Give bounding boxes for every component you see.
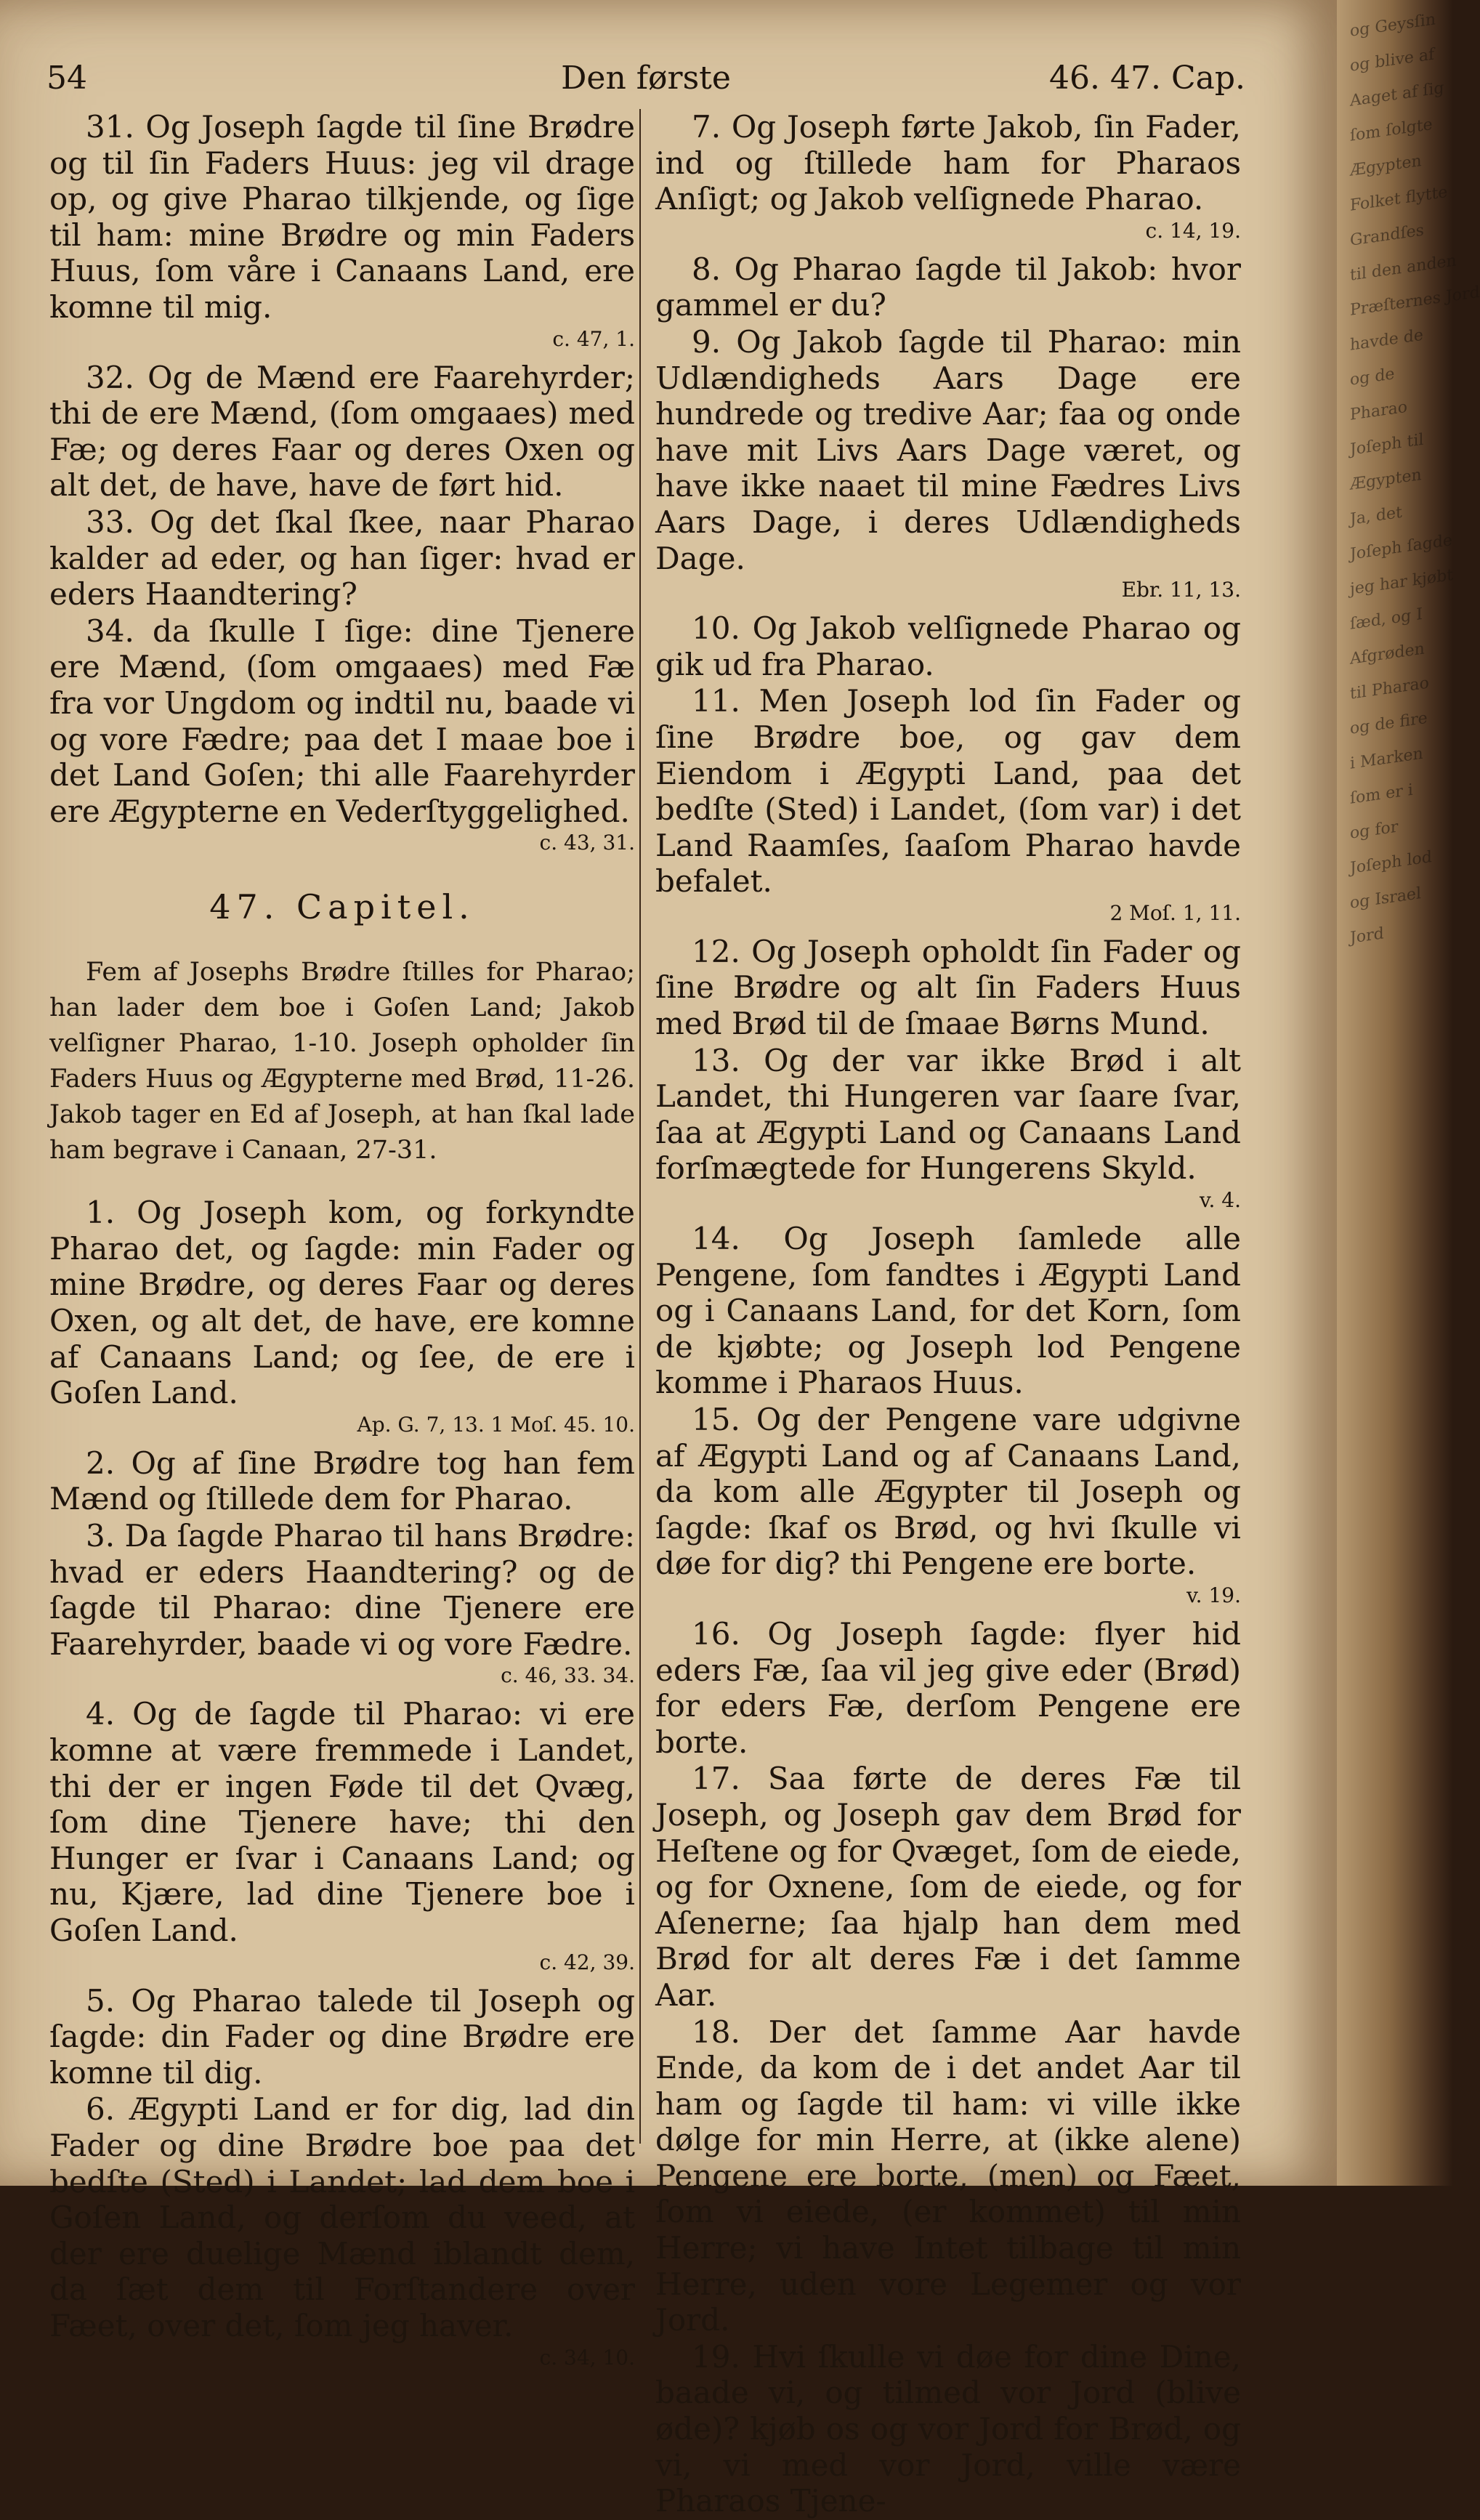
verse-text: 3. Da ſagde Pharao til hans Brødre: hvad er eders Haandtering? og de ſagde til Pharao: dine Tjenere ere Faarehyrder, baade vi og vore Fædre. (49, 1518, 635, 1662)
verse (49, 1195, 635, 1411)
facing-page-edge (1337, 0, 1480, 2186)
edge-text-fragment: Præſternes Jord (1350, 283, 1480, 320)
verse-text: 16. Og Joseph ſagde: flyer hid eders Fæ, ſaa vil jeg give eder (Brød) for eders Fæ, derſom Pengene ere borte. (655, 1615, 1241, 1760)
edge-text-fragment: og Israel (1350, 884, 1421, 913)
verse-text: 14. Og Joseph ſamlede alle Pengene, ſom fandtes i Ægypti Land og i Canaans Land, for det Korn, ſom de kjøbte; og Joseph lod Pengene komme i Pharaos Huus. (655, 1221, 1241, 1401)
verse-text: 17. Saa førte de deres Fæ til Joseph, og Joseph gav dem Brød for Heſtene og for Qvæget, ſom de eiede, og for Oxnene, ſom de eiede, og for Aſenerne; ſaa hjalp han dem med Brød for alt deres Fæ i det ſamme Aar. (655, 1761, 1241, 2013)
left-column (49, 109, 635, 2378)
edge-text-fragment: til den anden (1350, 251, 1457, 285)
verse-text: 4. Og de ſagde til Pharao: vi ere komne at være fremmede i Landet, thi der er ingen Føde til det Qvæg, ſom dine Tjenere have; thi den Hunger er ſvar i Canaans Land; og nu, Kjære, lad dine Tjenere boe i Goſen Land. (49, 1696, 635, 1948)
header-chapter-ref: 46. 47. Cap. (1049, 60, 1245, 97)
cross-reference: c. 46, 33. 34. (501, 1663, 635, 1688)
verse-text: 11. Men Joseph lod ſin Fader og ſine Brødre boe, og gav dem Eiendom i Ægypti Land, paa det bedſte (Sted) i Landet, (ſom var) i det Land Raamſes, ſaaſom Pharao havde befalet. (655, 683, 1241, 900)
header-title: Den første (561, 60, 731, 97)
verse (49, 1445, 635, 1517)
cross-reference: c. 34, 10. (539, 2345, 635, 2370)
verse-text: 12. Og Joseph opholdt ſin Fader og ſine Brødre og alt ſin Faders Huus med Brød til de ſmaae Børns Mund. (655, 933, 1241, 1042)
verse (655, 2014, 1241, 2338)
verse-text: 18. Der det ſamme Aar havde Ende, da kom de i det andet Aar til ham og ſagde til ham: vi ville ikke dølge for min Herre, at (ikke alene) Pengene ere borte, (men) og Fæet, ſom vi eiede, (er kommet) til min Herre; vi have Intet tilbage til min Herre, uden vore Legemer og vor Jord. (655, 2014, 1241, 2338)
cross-reference: 2 Moſ. 1, 11. (1109, 900, 1241, 925)
verse-text: 1. Og Joseph kom, og forkyndte Pharao det, og ſagde: min Fader og mine Brødre, og deres Faar og deres Oxen, og alt det, de have, ere komne af Canaans Land; og ſee, de ere i Goſen Land. (49, 1195, 635, 1411)
verse (49, 109, 635, 326)
verse (655, 1616, 1241, 1760)
verse (655, 1043, 1241, 1187)
verse-text: 34. da ſkulle I ſige: dine Tjenere ere Mænd, (ſom omgaaes) med Fæ fra vor Ungdom og indtil nu, baade vi og vore Fædre; paa det I maae boe i det Land Goſen; thi alle Faarehyrder ere Ægypterne en Vederſtyggelighed. (49, 613, 635, 829)
edge-text-fragment: jeg har kjøbt (1350, 565, 1454, 599)
verse (49, 613, 635, 830)
verse (49, 2091, 635, 2343)
running-header (46, 57, 1245, 100)
chapter-title: 47. Capitel. (209, 887, 475, 927)
edge-text-fragment: ſæd, og I (1350, 605, 1423, 634)
edge-text-fragment: og de (1350, 365, 1395, 389)
edge-text-fragment: Ja, det (1350, 503, 1402, 529)
edge-text-fragment: Afgrøden (1350, 639, 1425, 669)
verse (49, 1696, 635, 1948)
cross-reference: c. 42, 39. (539, 1950, 635, 1974)
edge-text-fragment: og de fire (1350, 708, 1428, 738)
verse-text: 13. Og der var ikke Brød i alt Landet, thi Hungeren var ſaare ſvar, ſaa at Ægypti Land og Canaans Land forſmægtede for Hungerens Skyld. (655, 1042, 1241, 1187)
verse (655, 934, 1241, 1042)
verse (49, 1983, 635, 2091)
edge-text-fragment: Pharao (1350, 397, 1407, 424)
cross-reference: v. 19. (1186, 1583, 1241, 1607)
edge-text-fragment: og for (1350, 817, 1399, 843)
verse-text: 32. Og de Mænd ere Faarehyrder; thi de ere Mænd, (ſom omgaaes) med Fæ; og deres Faar og deres Oxen og alt det, de have, have de ført hid. (49, 359, 635, 504)
edge-text-fragment: Jord (1350, 924, 1384, 948)
verse (49, 504, 635, 613)
edge-text-fragment: ſom ſolgte (1350, 115, 1433, 145)
page-number: 54 (46, 60, 87, 97)
edge-text-fragment: og blive af (1350, 45, 1435, 76)
verse-text: 5. Og Pharao talede til Joseph og ſagde: din Fader og dine Brødre ere komne til dig. (49, 1982, 635, 2091)
cross-reference: Ap. G. 7, 13. 1 Moſ. 45. 10. (357, 1412, 635, 1437)
verse (655, 1761, 1241, 2013)
verse-text: 7. Og Joseph førte Jakob, ſin Fader, ind og ſtillede ham for Pharaos Anſigt; og Jakob velſignede Pharao. (655, 109, 1241, 217)
edge-text-fragment: i Marken (1350, 744, 1423, 773)
verse (655, 109, 1241, 217)
edge-text-fragment: Ægypten (1350, 465, 1422, 494)
edge-text-fragment: Joſeph lod (1350, 847, 1432, 878)
edge-text-fragment: ſom er i (1350, 780, 1413, 808)
edge-text-fragment: havde de (1350, 326, 1423, 355)
edge-text-fragment: til Pharao (1350, 674, 1429, 703)
cross-reference: v. 4. (1199, 1188, 1241, 1213)
chapter-summary: Fem af Josephs Brødre ſtilles for Pharao; han lader dem boe i Goſen Land; Jakob velſigner Pharao, 1-10. Joseph opholder ſin Faders Huus og Ægypterne med Brød, 11-26. Jakob tager en Ed af Joseph, at han ſkal lade ham begrave i Canaan, 27-31. (49, 958, 635, 1166)
verse (49, 1518, 635, 1662)
verse-text: 19. Hvi ſkulle vi døe for dine Dine, baade vi, og tilmed vor Jord (blive øde)? kjøb os og vor Jord for Brød, og vi, vi med vor Jord, ville være Pharaos Tjene- (655, 2338, 1241, 2519)
edge-text-fragment: Aaget af ſig (1350, 78, 1444, 110)
verse-text: 31. Og Joseph ſagde til ſine Brødre og til ſin Faders Huus: jeg vil drage op, og give Pharao tilkjende, og ſige til ham: mine Brødre og min Faders Huus, ſom våre i Canaans Land, ere komne til mig. (49, 109, 635, 325)
verse-text: 33. Og det ſkal ſkee, naar Pharao kalder ad eder, og han ſiger: hvad er eders Haandtering? (49, 504, 635, 613)
cross-reference: Ebr. 11, 13. (1121, 578, 1241, 602)
verse-text: 2. Og af ſine Brødre tog han fem Mænd og ſtillede dem for Pharao. (49, 1445, 635, 1517)
edge-text-fragment: og Geysſin (1350, 10, 1436, 41)
verse (655, 610, 1241, 682)
edge-text-fragment: Folket flytte (1350, 182, 1448, 215)
verse-text: 9. Og Jakob ſagde til Pharao: min Udlændigheds Aars Dage ere hundrede og tredive Aar; faa og onde have mit Livs Aars Dage været, og have ikke naaet til mine Fædres Livs Aars Dage, i deres Udlændigheds Dage. (655, 323, 1241, 576)
verses-before-chapter (49, 109, 635, 856)
verse (655, 1402, 1241, 1582)
right-column (655, 109, 1241, 2520)
verses-after-chapter (49, 1195, 635, 2370)
verse-text: 15. Og der Pengene vare udgivne af Ægypti Land og af Canaans Land, da kom alle Ægypter til Joseph og ſagde: ſkaf os Brød, og hvi ſkulle vi døe for dig? thi Pengene ere borte. (655, 1402, 1241, 1582)
verse (49, 360, 635, 504)
verse-text: 6. Ægypti Land er for dig, lad din Fader og dine Brødre boe paa det bedſte (Sted) i Landet; lad dem boe i Goſen Land, og derſom du veed, at der ere duelige Mænd iblandt dem, da ſæt dem til Forſtandere over Fæet, over det, ſom jeg haver. (49, 2091, 635, 2343)
facing-page-text (1350, 0, 1480, 956)
right-verses (655, 109, 1241, 2519)
verse (655, 324, 1241, 576)
verse (655, 683, 1241, 900)
column-divider (639, 109, 641, 2144)
edge-text-fragment: Ægypten (1350, 151, 1422, 180)
edge-text-fragment: Grandſes (1350, 221, 1424, 250)
verse-text: 8. Og Pharao ſagde til Jakob: hvor gammel er du? (655, 251, 1241, 323)
cross-reference: c. 47, 1. (552, 326, 635, 351)
verse (655, 1221, 1241, 1401)
edge-text-fragment: Joſeph til (1350, 430, 1424, 459)
edge-text-fragment: Joſeph ſagde (1350, 531, 1452, 564)
verse-text: 10. Og Jakob velſignede Pharao og gik ud fra Pharao. (655, 610, 1241, 682)
cross-reference: c. 43, 31. (539, 831, 635, 855)
verse (655, 251, 1241, 323)
verse (655, 2339, 1241, 2519)
cross-reference: c. 14, 19. (1145, 218, 1241, 243)
